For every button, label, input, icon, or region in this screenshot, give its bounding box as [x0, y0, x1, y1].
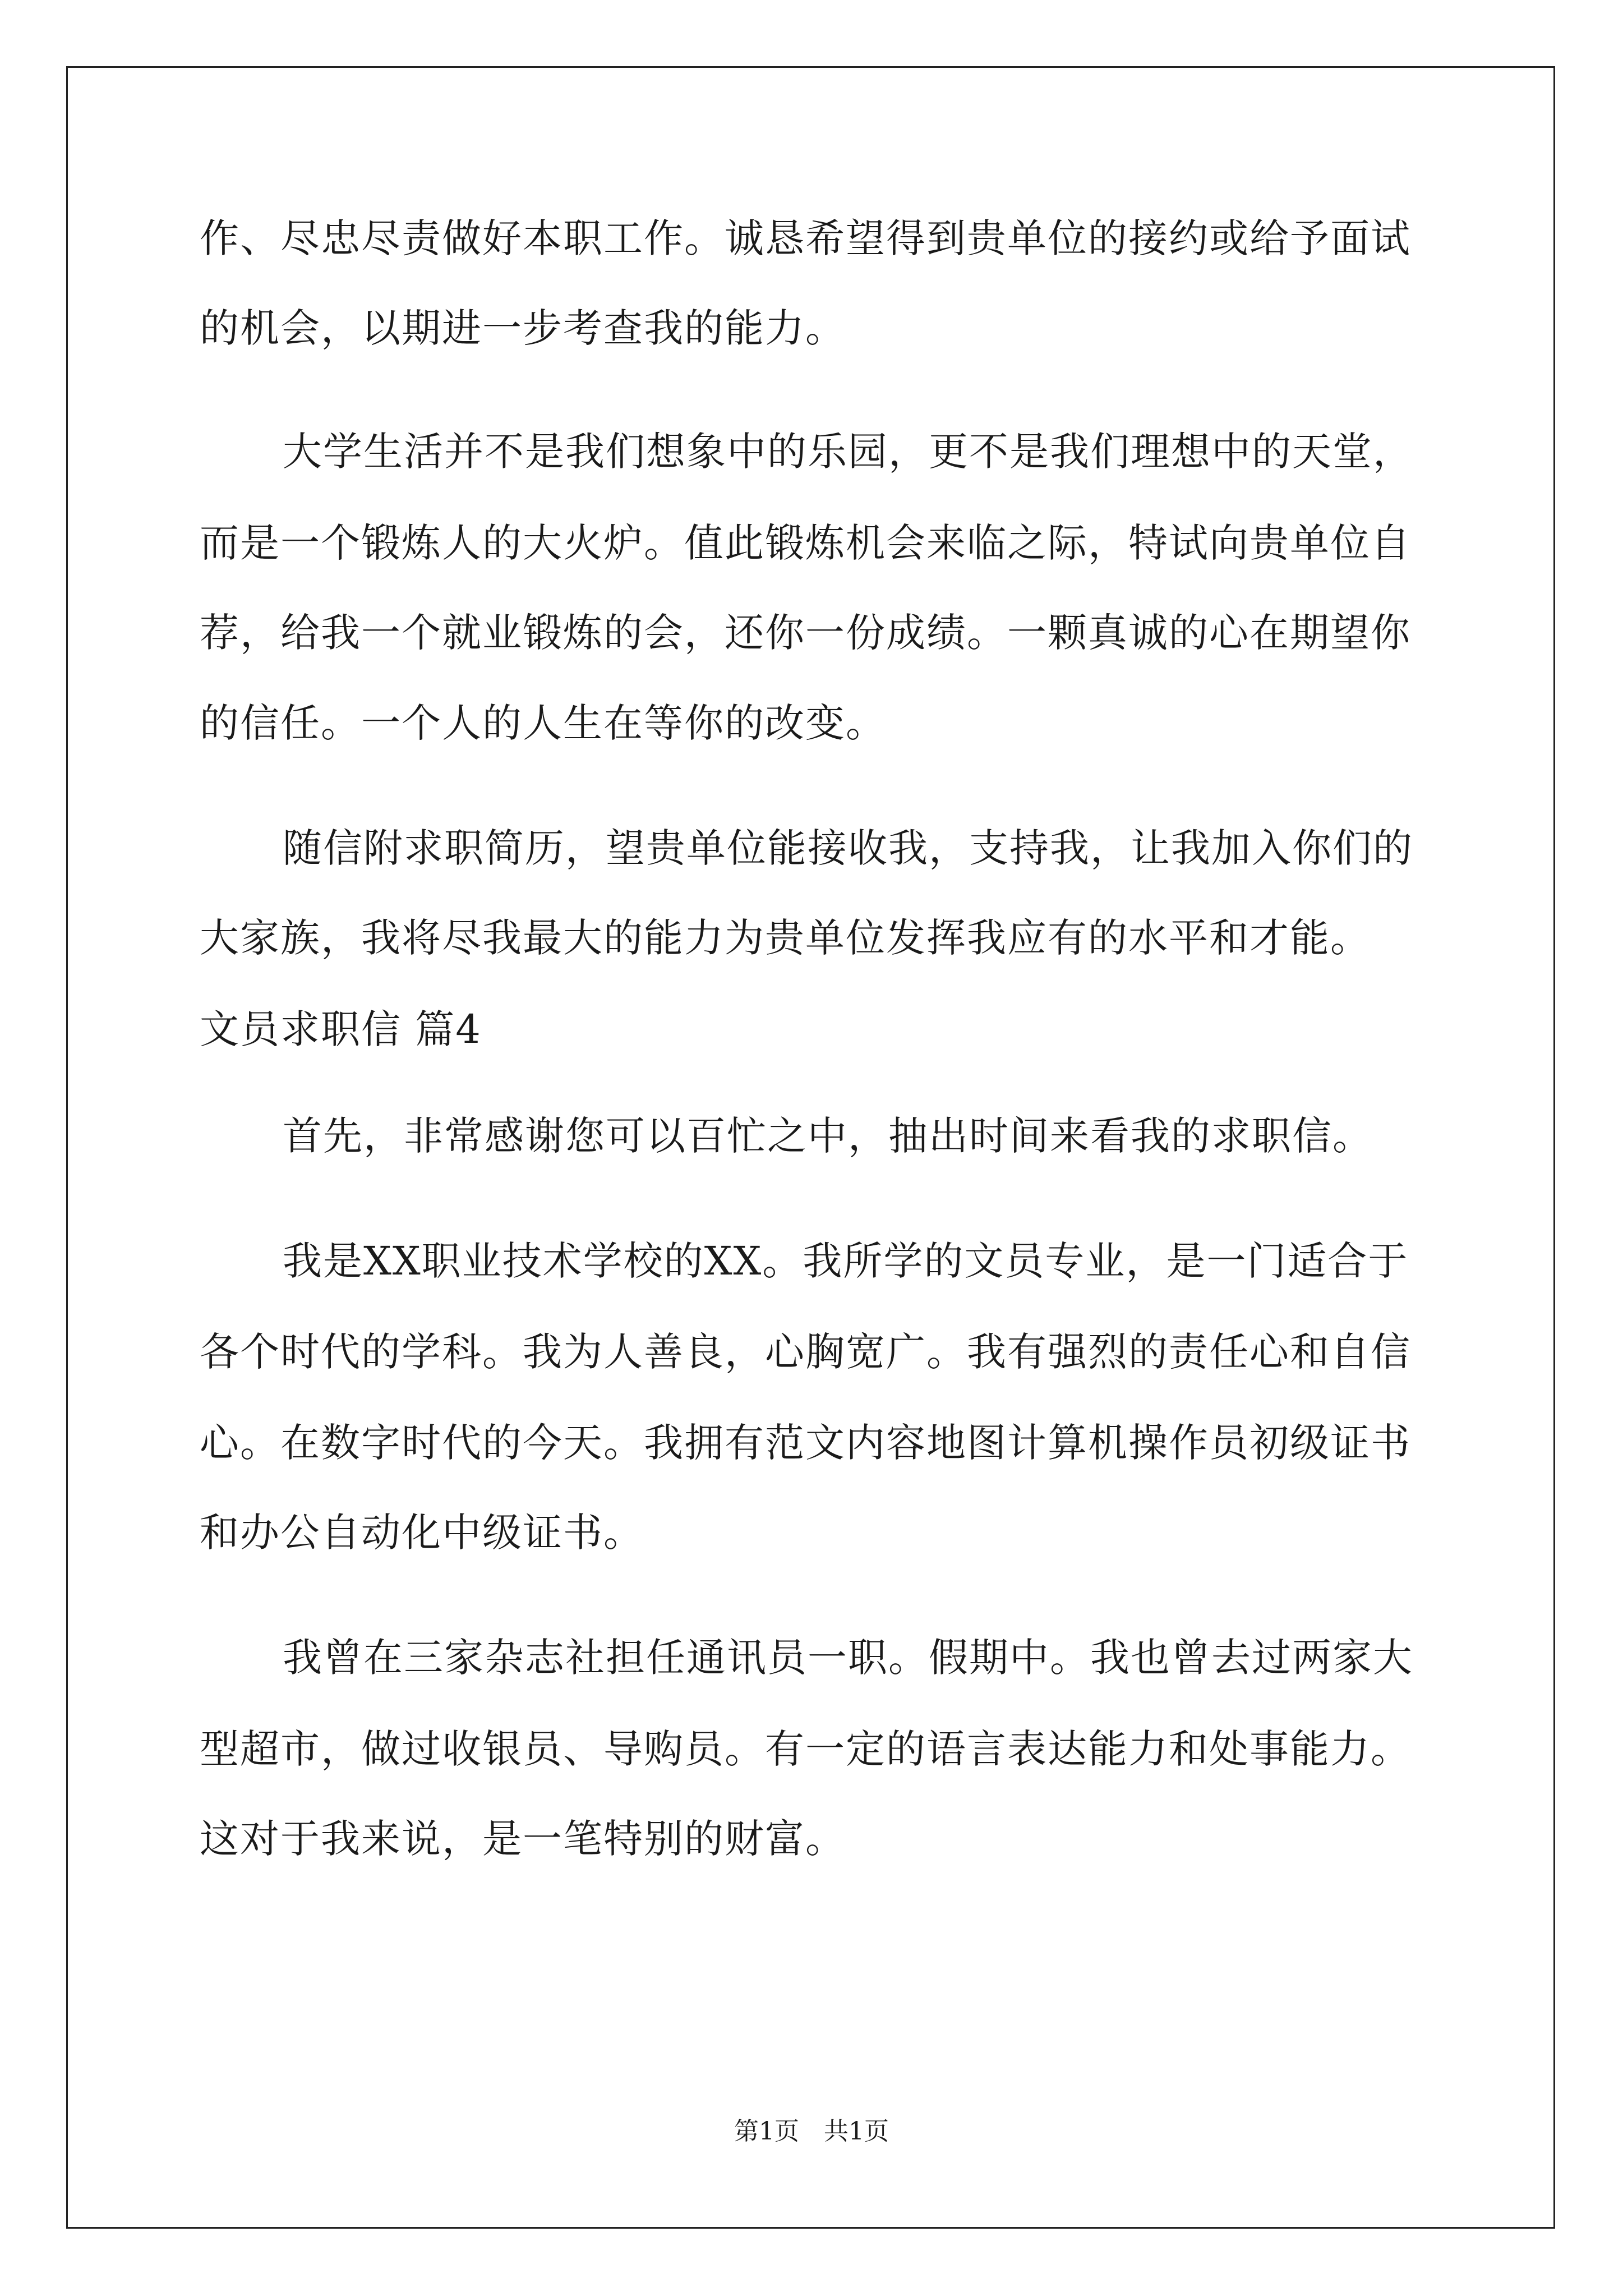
paragraph-line: 和办公自动化中级证书。 [200, 1510, 644, 1556]
paragraph-line: 心。在数字时代的今天。我拥有范文内容地图计算机操作员初级证书 [200, 1420, 1411, 1466]
paragraph-line: 大学生活并不是我们想象中的乐园，更不是我们理想中的天堂， [283, 429, 1413, 475]
paragraph-line: 这对于我来说，是一笔特别的财富。 [200, 1816, 846, 1862]
paragraph-line: 荐，给我一个就业锻炼的会，还你一份成绩。一颗真诚的心在期望你 [200, 610, 1411, 656]
paragraph-line: 我是XX职业技术学校的XX。我所学的文员专业，是一门适合于 [283, 1238, 1409, 1284]
paragraph-line: 的信任。一个人的人生在等你的改变。 [200, 700, 886, 746]
paragraph-line: 大家族，我将尽我最大的能力为贵单位发挥我应有的水平和才能。 [200, 915, 1371, 961]
paragraph-line: 而是一个锻炼人的大火炉。值此锻炼机会来临之际，特试向贵单位自 [200, 520, 1411, 566]
paragraph-line: 的机会，以期进一步考查我的能力。 [200, 305, 846, 351]
paragraph-line: 首先，非常感谢您可以百忙之中，抽出时间来看我的求职信。 [283, 1113, 1373, 1159]
page-footer: 第1页 共1页 [734, 2117, 889, 2146]
paragraph-line: 各个时代的学科。我为人善良，心胸宽广。我有强烈的责任心和自信 [200, 1329, 1411, 1375]
paragraph-line: 作、尽忠尽责做好本职工作。诚恳希望得到贵单位的接约或给予面试 [200, 215, 1411, 261]
paragraph-line: 我曾在三家杂志社担任通讯员一职。假期中。我也曾去过两家大 [283, 1635, 1413, 1681]
paragraph-line: 随信附求职简历，望贵单位能接收我，支持我，让我加入你们的 [283, 825, 1413, 871]
section-heading: 文员求职信 篇4 [200, 1006, 482, 1052]
paragraph-line: 型超市，做过收银员、导购员。有一定的语言表达能力和处事能力。 [200, 1726, 1411, 1772]
